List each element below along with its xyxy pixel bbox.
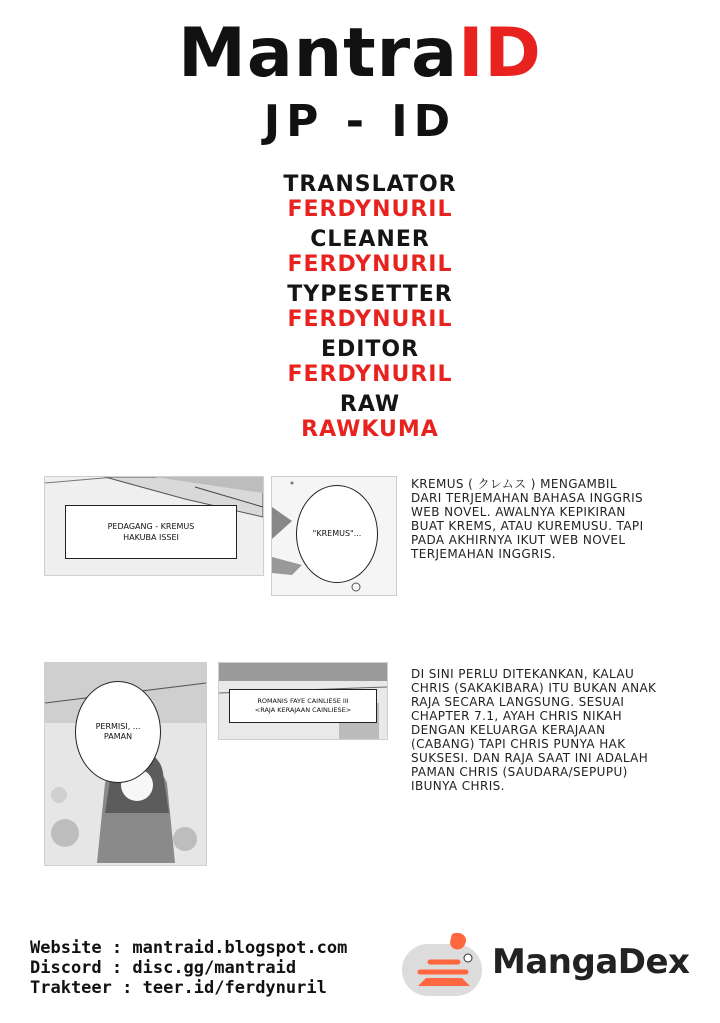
footer-links [30,938,347,998]
mangadex-wordmark: MangaDex [492,942,690,982]
brand-name-part2: ID [458,14,542,93]
footer-discord-row: Discord : disc.gg/mantraid [30,958,297,978]
brand-logo-text [0,14,720,94]
credit-name: FERDYNURIL [287,362,453,387]
credit-role: TYPESETTER [287,282,453,307]
panel-a-caption: PEDAGANG - KREMUS HAKUBA ISSEI [65,505,237,559]
footer-trakteer-row: Trakteer : teer.id/ferdynuril [30,978,327,998]
credits-block [200,172,540,447]
manga-panel-c [44,662,207,866]
website-label: Website [30,938,102,958]
panel-c-speech-bubble: PERMISI, ... PAMAN [75,681,161,783]
credit-role: EDITOR [320,337,420,362]
credit-cleaner [200,227,540,282]
manga-panel-a [44,476,264,576]
discord-label: Discord [30,958,102,978]
credit-typesetter [200,282,540,337]
credit-name: FERDYNURIL [287,252,453,277]
brand-name-part1: Mantra [178,14,459,93]
trakteer-label: Trakteer [30,978,112,998]
footer-website-row: Website : mantraid.blogspot.com [30,938,348,958]
manga-panel-b [271,476,397,596]
credit-name: FERDYNURIL [287,197,453,222]
mangadex-logo-icon [400,928,486,1002]
credit-editor [200,337,540,392]
credit-translator [200,172,540,227]
trakteer-link[interactable]: teer.id/ferdynuril [142,978,327,998]
credit-role: RAW [339,392,401,417]
website-link[interactable]: mantraid.blogspot.com [132,938,348,958]
translator-note-2: DI SINI PERLU DITEKANKAN, KALAU CHRIS (SAKAKIBARA) ITU BUKAN ANAK RAJA SECARA LANGSUNG. SESUAI CHAPTER 7.1, AYAH CHRIS NIKAH DENGAN KELUARGA KERAJAAN (CABANG) TAPI CHRIS PUNYA HAK SUKSESI. DAN RAJA SAAT INI ADALAH PAMAN CHRIS (SAUDARA/SEPUPU) IBUNYA CHRIS. [411,667,657,793]
language-pair: JP - ID [263,96,457,147]
discord-link[interactable]: disc.gg/mantraid [132,958,297,978]
credit-role: CLEANER [310,227,430,252]
credit-role: TRANSLATOR [283,172,457,197]
credit-name: FERDYNURIL [287,307,453,332]
panel-d-caption: ROMANIS FAYE CAINLIESE III <RAJA KERAJAAN CAINLIESE> [229,689,377,723]
panel-b-speech-bubble: "KREMUS"... [296,485,378,583]
credit-name: RAWKUMA [301,417,439,442]
translator-note-1: KREMUS ( クレムス ) MENGAMBIL DARI TERJEMAHAN BAHASA INGGRIS WEB NOVEL. AWALNYA KEPIKIRAN BUAT KREMS, ATAU KUREMUSU. TAPI PADA AKHIRNYA IKUT WEB NOVEL TERJEMAHAN INGGRIS. [411,477,644,561]
manga-panel-d [218,662,388,740]
credit-raw [200,392,540,447]
